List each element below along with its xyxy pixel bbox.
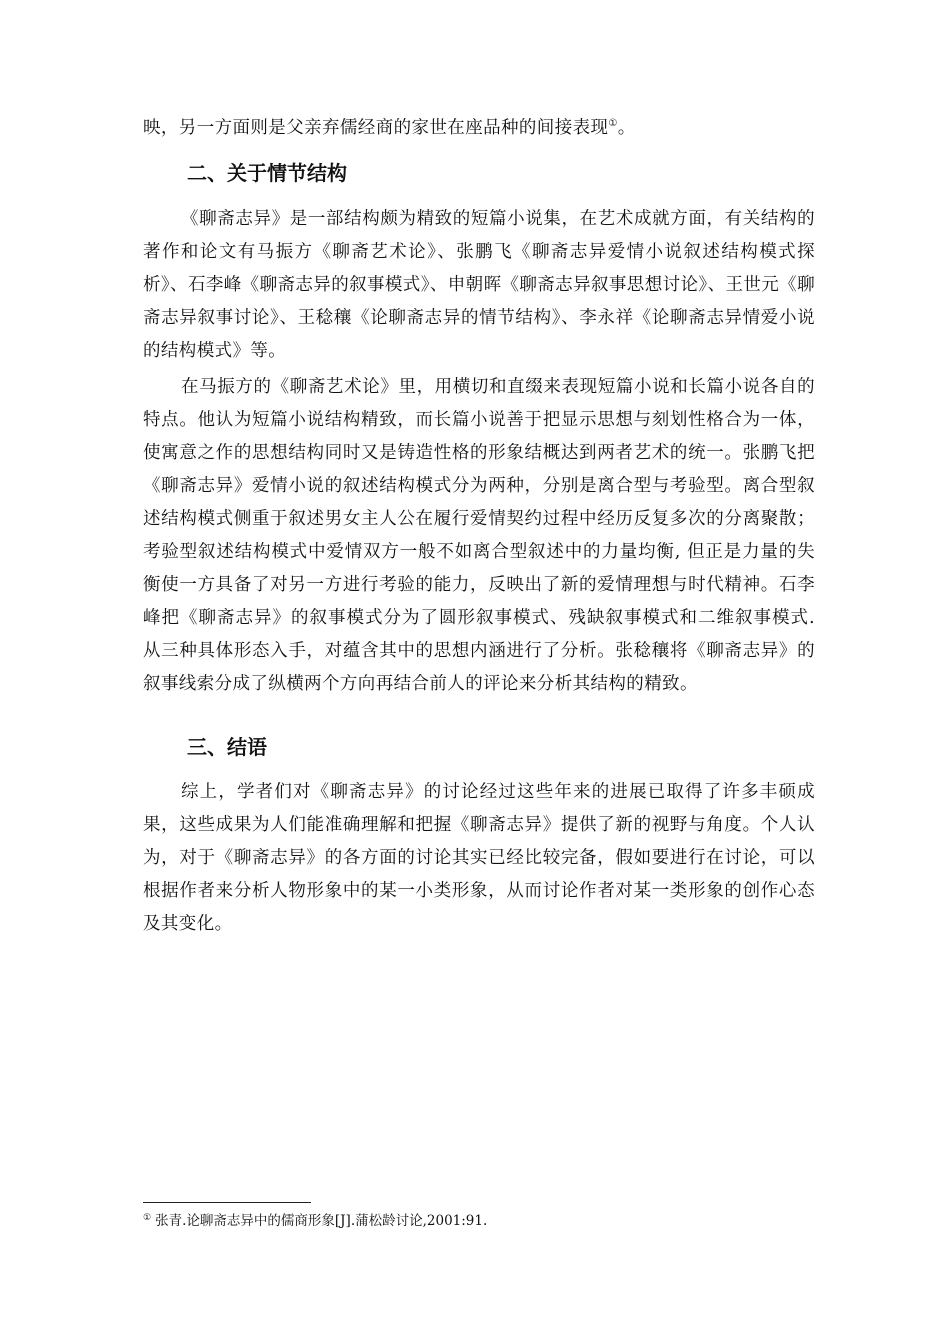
carryover-end: 。	[617, 118, 636, 138]
paragraph-conclusion: 综上，学者们对《聊斋志异》的讨论经过这些年来的进展已取得了许多丰硕成果，这些成果为人们能准确理解和把握《聊斋志异》提供了新的视野与角度。个人认为，对于《聊斋志异》的各方面的讨论其实已经比较完备，假如要进行在讨论，可以根据作者来分析人物形象中的某一小类形象，从而讨论作者对某一类形象的创作心态及其变化。	[143, 782, 815, 934]
paragraph-structure-overview: 《聊斋志异》是一部结构颇为精致的短篇小说集，在艺术成就方面，有关结构的著作和论文有马振方《聊斋艺术论》、张鹏飞《聊斋志异爱情小说叙述结构模式探析》、石李峰《聊斋志异的叙事模式》、申朝晖《聊斋志异叙事思想讨论》、王世元《聊斋志异叙事讨论》、王稔穰《论聊斋志异的情节结构》、李永祥《论聊斋志异情爱小说的结构模式》等。	[143, 209, 815, 361]
paragraph-structure-analysis: 在马振方的《聊斋艺术论》里，用横切和直缀来表现短篇小说和长篇小说各自的特点。他认为短篇小说结构精致，而长篇小说善于把显示思想与刻划性格合为一体，使寓意之作的思想结构同时又是铸造性格的形象结概达到两者艺术的统一。张鹏飞把《聊斋志异》爱情小说的叙述结构模式分为两种，分别是离合型与考验型。离合型叙述结构模式侧重于叙述男女主人公在履行爱情契约过程中经历反复多次的分离聚散；考验型叙述结构模式中爱情双方一般不如离合型叙述中的力量均衡, 但正是力量的失衡使一方具备了对另一方进行考验的能力，反映出了新的爱情理想与时代精神。石李峰把《聊斋志异》的叙事模式分为了圆形叙事模式、残缺叙事模式和二维叙事模式. 从三种具体形态入手，对蕴含其中的思想内涵进行了分析。张稔穰将《聊斋志异》的叙事线索分成了纵横两个方向再结合前人的评论来分析其结构的精致。	[143, 377, 815, 694]
section-heading-conclusion: 三、结语	[187, 735, 267, 759]
carryover-text: 映，另一方面则是父亲弃儒经商的家世在座品种的间接表现	[143, 118, 609, 138]
footnote-divider	[143, 1202, 311, 1203]
footnote-marker: ①	[143, 1212, 152, 1223]
footnote-reference[interactable]: ①	[608, 118, 618, 130]
section-heading-plot-structure: 二、关于情节结构	[187, 161, 347, 185]
footnote	[143, 1211, 487, 1231]
footnote-text: 张青.论聊斋志异中的儒商形象[J].蒲松龄讨论,2001:91.	[155, 1213, 488, 1229]
carryover-paragraph	[143, 112, 815, 145]
